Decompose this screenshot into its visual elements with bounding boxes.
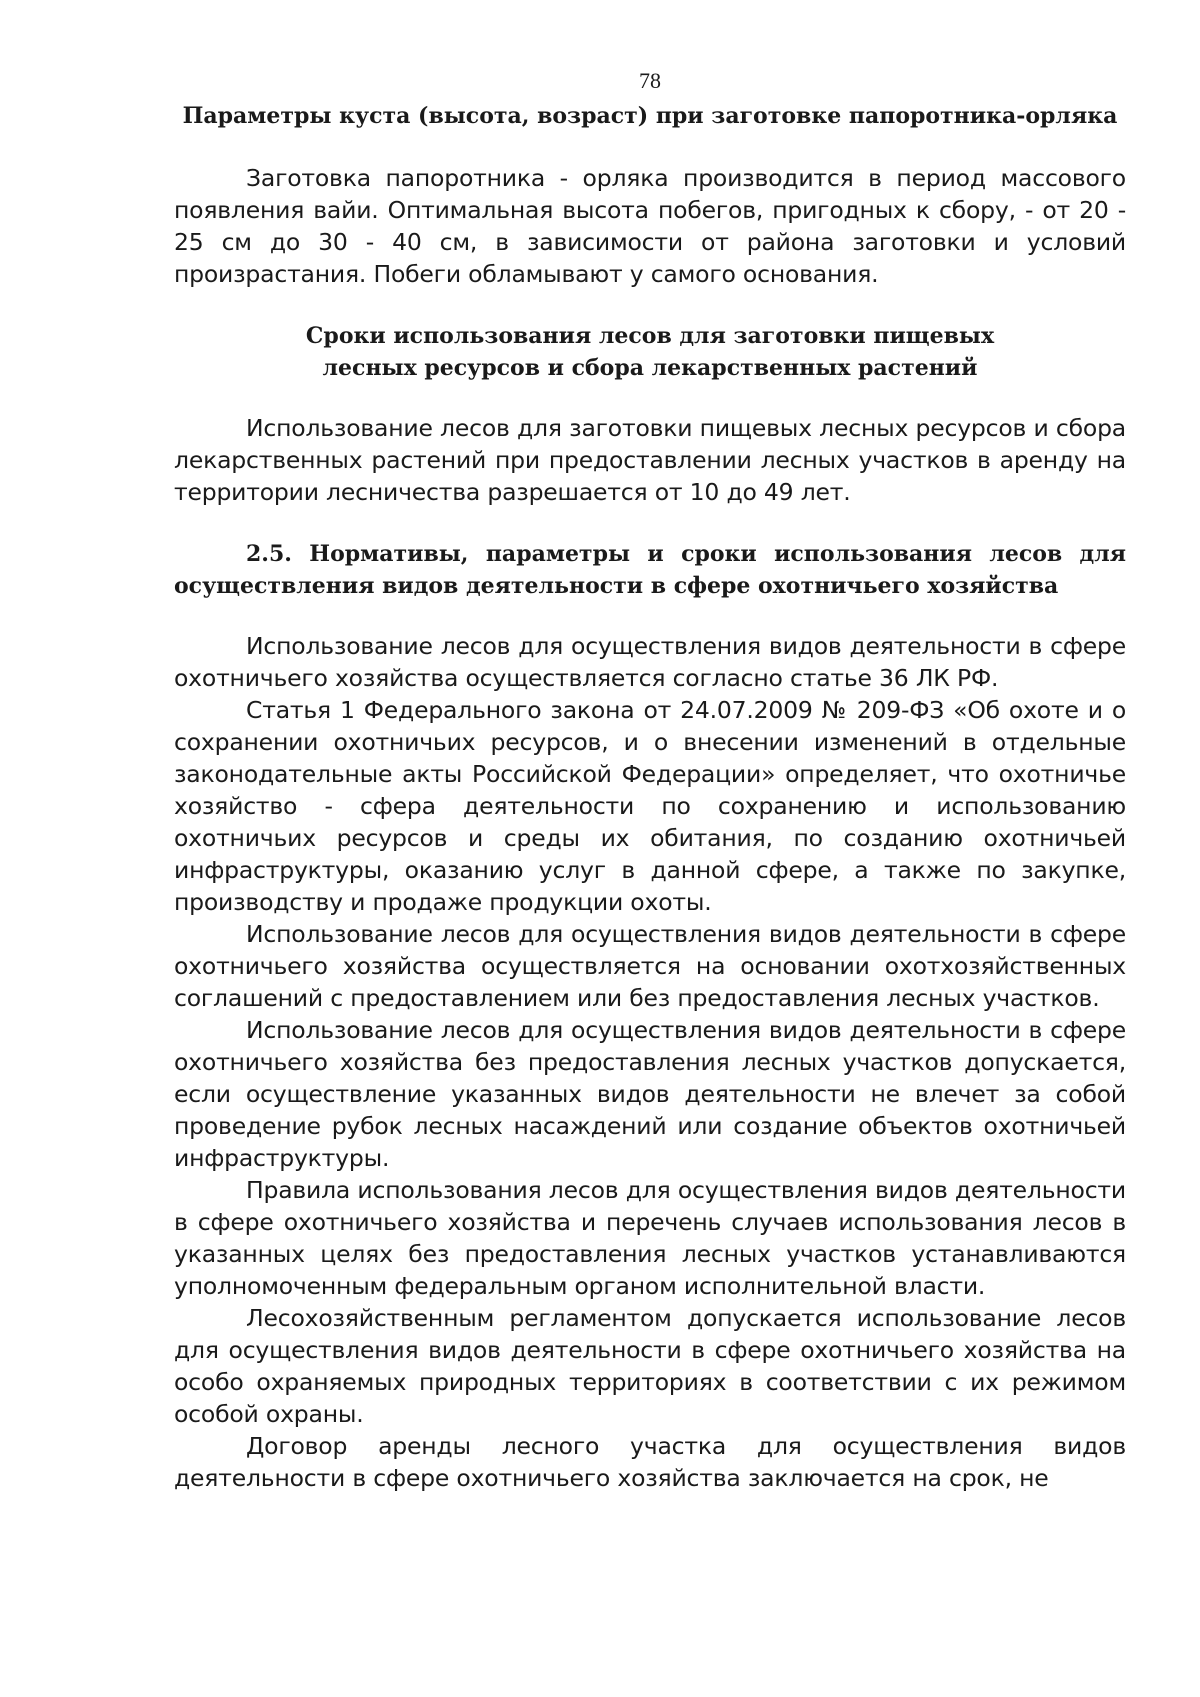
section-heading-food-resources-terms bbox=[174, 320, 1126, 384]
heading-line: лесных ресурсов и сбора лекарственных растений bbox=[322, 355, 978, 381]
paragraph: Статья 1 Федерального закона от 24.07.2009 № 209-ФЗ «Об охоте и о сохранении охотничьих ресурсов, и о внесении изменений в отдельные законодательные акты Российской Федерации» определяет, что охотничье хозяйство - сфера деятельности по сохранению и использованию охотничьих ресурсов и среды их обитания, по созданию охотничьей инфраструктуры, оказанию услуг в данной сфере, а также по закупке, производству и продаже продукции охоты. bbox=[174, 696, 1126, 916]
paragraph: Использование лесов для осуществления видов деятельности в сфере охотничьего хозяйства осуществляется на основании охотхозяйственных соглашений с предоставлением или без предоставления лесных участков. bbox=[174, 920, 1126, 1012]
page-number: 78 bbox=[639, 68, 661, 93]
paragraph: Правила использования лесов для осуществления видов деятельности в сфере охотничьего хозяйства и перечень случаев использования лесов в указанных целях без предоставления лесных участков устанавливаются уполномоченным федеральным органом исполнительной власти. bbox=[174, 1176, 1126, 1300]
paragraph: Заготовка папоротника - орляка производится в период массового появления вайи. Оптимальная высота побегов, пригодных к сбору, - от 20 - 25 см до 30 - 40 см, в зависимости от района заготовки и условий произрастания. Побеги обламывают у самого основания. bbox=[174, 164, 1126, 288]
paragraph: Договор аренды лесного участка для осуществления видов деятельности в сфере охотничьего хозяйства заключается на срок, не bbox=[174, 1432, 1126, 1492]
paragraph: Лесохозяйственным регламентом допускается использование лесов для осуществления видов деятельности в сфере охотничьего хозяйства на особо охраняемых природных территориях в соответствии с их режимом особой охраны. bbox=[174, 1304, 1126, 1428]
heading-line: Сроки использования лесов для заготовки пищевых bbox=[305, 323, 995, 349]
paragraph: Использование лесов для заготовки пищевых лесных ресурсов и сбора лекарственных растений при предоставлении лесных участков в аренду на территории лесничества разрешается от 10 до 49 лет. bbox=[174, 414, 1126, 506]
section-heading-fern-parameters: Параметры куста (высота, возраст) при заготовке папоротника-орляка bbox=[182, 103, 1118, 129]
document-page bbox=[174, 66, 1126, 1494]
paragraph: Использование лесов для осуществления видов деятельности в сфере охотничьего хозяйства без предоставления лесных участков допускается, если осуществление указанных видов деятельности не влечет за собой проведение рубок лесных насаждений или создание объектов охотничьей инфраструктуры. bbox=[174, 1016, 1126, 1172]
paragraph: Использование лесов для осуществления видов деятельности в сфере охотничьего хозяйства осуществляется согласно статье 36 ЛК РФ. bbox=[174, 632, 1126, 692]
section-heading-hunting: 2.5. Нормативы, параметры и сроки использования лесов для осуществления видов деятельности в сфере охотничьего хозяйства bbox=[174, 541, 1126, 599]
